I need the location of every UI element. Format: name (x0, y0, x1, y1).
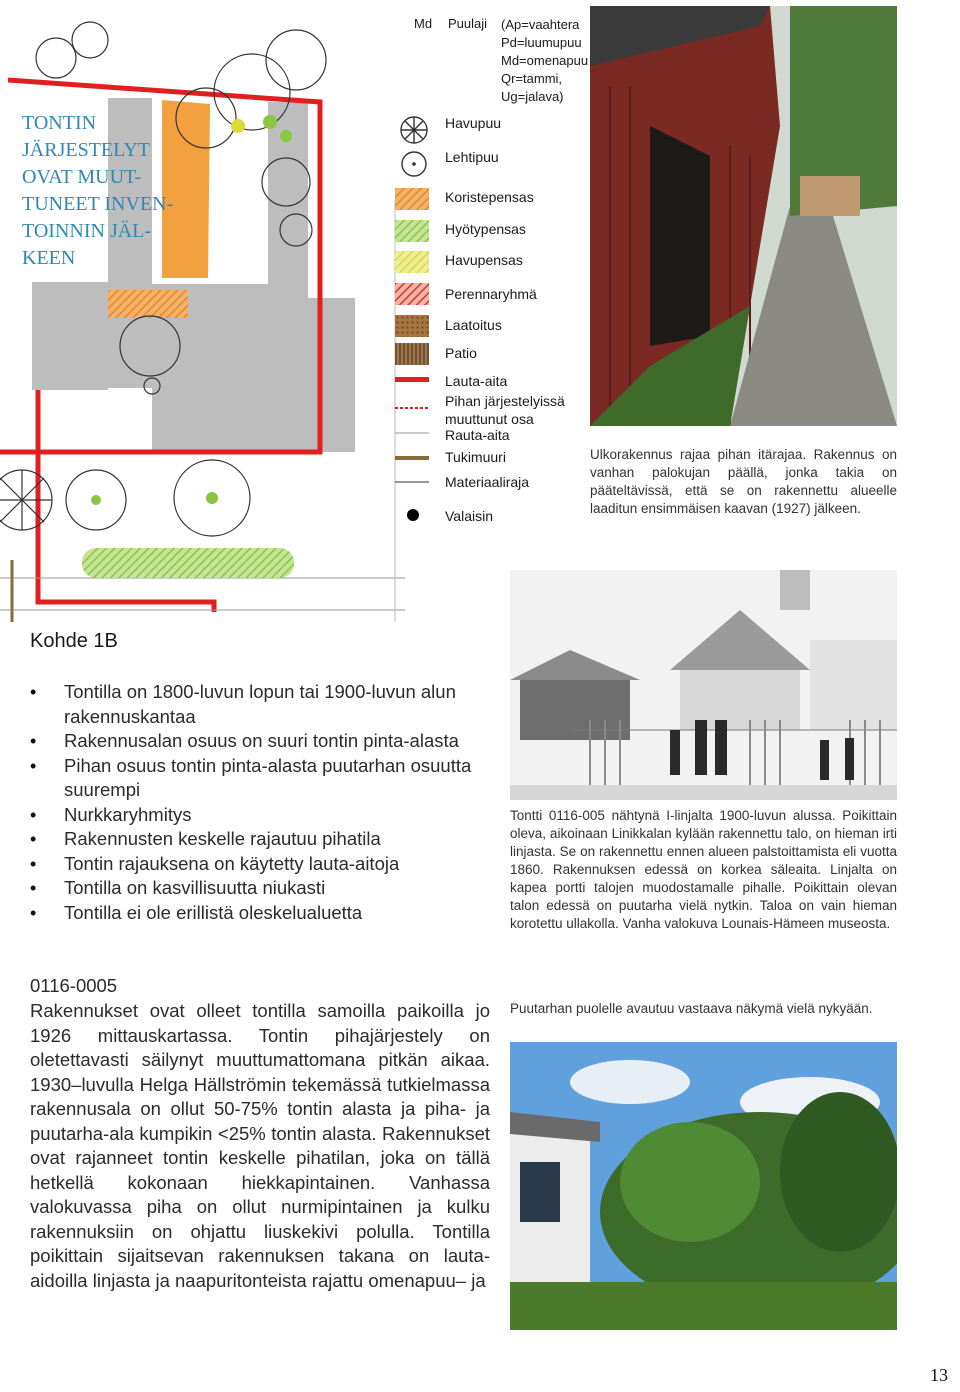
garden-caption: Puutarhan puolelle avautuu vastaava näkymä vielä nykyään. (510, 1001, 873, 1016)
outbuilding-photo (590, 6, 897, 426)
site-plan-drawing (0, 0, 405, 622)
historic-photo (510, 570, 897, 800)
legend-item-lauta-aita: Lauta-aita (445, 373, 508, 389)
board-fence-swatch (395, 374, 429, 384)
garden-photo (510, 1042, 897, 1330)
legend-item-tukimuuri: Tukimuuri (445, 449, 506, 465)
feature-list (30, 680, 500, 925)
page-number: 13 (930, 1365, 948, 1385)
material-border-swatch (395, 478, 429, 486)
list-item: • Rakennusalan osuus on suuri tontin pinta-alasta (30, 729, 500, 754)
list-item: • Rakennusten keskelle rajautuu pihatila (30, 827, 500, 852)
legend-item-havupuu: Havupuu (445, 115, 502, 131)
changed-part-swatch (395, 404, 429, 412)
conifer-shrub-swatch (395, 251, 429, 273)
legend-item-havupensas: Havupensas (445, 252, 523, 268)
legend-md-label: Md (414, 16, 433, 31)
body-paragraph: Rakennukset ovat olleet tontilla samoilla paikoilla jo 1926 mittauskartassa. Tontin pihajärjestely on oletettavasti säilynyt muuttumattomana pitkän aikaa. 1930–luvulla Helga Hällströmin tekemässä tutkielmassa rakennusala on ollut 50-75% tontin alasta ja piha- ja puutarha-ala kumpikin <25% tontin alasta. Rakennukset ovat rajanneet tontin keskelle pihatilan, joka on tällä hetkellä kokonaan hiekkapintainen. Vanhassa valokuvassa piha on ollut nurmipintainen ja kulku rakennuksiin on ohjattu liuskekivi polulla. Tontilla poikittain sijaitsevan rakennuksen takana on lauta-aidoilla linjasta ja naapuritonteista rajattu omenapuu– ja (30, 1000, 490, 1291)
outbuilding-caption: Ulkorakennus rajaa pihan itärajaa. Rakennus on vanhan palokujan päällä, jonka takia on pääteltävissä, että se on rakennettu alueelle laaditun ensimmäisen kaavan (1927) jälkeen. (590, 447, 897, 516)
legend-item-rauta-aita: Rauta-aita (445, 427, 510, 443)
legend-item-valaisin: Valaisin (445, 508, 493, 524)
legend-item-perennaryhma: Perennaryhmä (445, 286, 537, 302)
paving-swatch (395, 315, 429, 337)
list-item: • Nurkkaryhmitys (30, 803, 500, 828)
section-heading: Kohde 1B (30, 630, 118, 652)
historic-photo-caption: Tontti 0116-005 nähtynä I-linjalta 1900-luvun alussa. Poikittain oleva, aikoinaan Linikkalan kylään rakennettu talo, on hieman irti linjasta. Se on rakennettu ennen alueen palstoittamista eli vuotta 1860. Rakennuksen edessä on korkea säleaita. Linjalta on kapea portti talojen muodostamalle pihalle. Poikittain olevan talon edessä on puutarha vielä nytkin. Taloa on vain hieman korotettu ullakolla. Vanha valokuva Lounais-Hämeen museosta. (510, 808, 897, 931)
list-item: • Tontilla on 1800-luvun lopun tai 1900-luvun alun rakennuskantaa (30, 680, 500, 729)
deciduous-tree-icon (398, 148, 430, 180)
plan-title: TONTIN JÄRJESTELYT OVAT MUUT- TUNEET INVEN- TOINNIN JÄL- KEEN (22, 112, 174, 269)
legend-item-hyotypensas: Hyötypensas (445, 221, 526, 237)
legend-item-materiaaliraja: Materiaaliraja (445, 474, 530, 490)
legend-item-muuttunut-osa: Pihan järjestelyissä muuttunut osa (445, 393, 565, 427)
legend-item-lehtipuu: Lehtipuu (445, 149, 499, 165)
list-item: • Pihan osuus tontin pinta-alasta puutarhan osuutta suurempi (30, 754, 500, 803)
legend-puulaji-label: Puulaji (448, 16, 488, 31)
legend-item-koristepensas: Koristepensas (445, 189, 534, 205)
legend-species: (Ap=vaahtera Pd=luumupuu Md=omenapuu Qr=tammi, Ug=jalava) (501, 17, 589, 104)
list-item: • Tontilla on kasvillisuutta niukasti (30, 876, 500, 901)
ornamental-shrub-swatch (395, 188, 429, 210)
list-item: • Tontin rajauksena on käytetty lauta-aitoja (30, 852, 500, 877)
legend-item-laatoitus: Laatoitus (445, 317, 502, 333)
legend-item-patio: Patio (445, 345, 477, 361)
patio-swatch (395, 343, 429, 365)
site-plan (0, 0, 405, 622)
conifer-icon (398, 114, 430, 146)
utility-shrub-swatch (395, 220, 429, 242)
perennial-swatch (395, 283, 429, 305)
retaining-wall-swatch (395, 453, 429, 463)
iron-fence-swatch (395, 429, 429, 437)
property-code: 0116-0005 (30, 975, 118, 996)
plan-legend (390, 10, 595, 530)
lamp-icon (406, 508, 420, 522)
list-item: • Tontilla ei ole erillistä oleskelualuetta (30, 901, 500, 926)
